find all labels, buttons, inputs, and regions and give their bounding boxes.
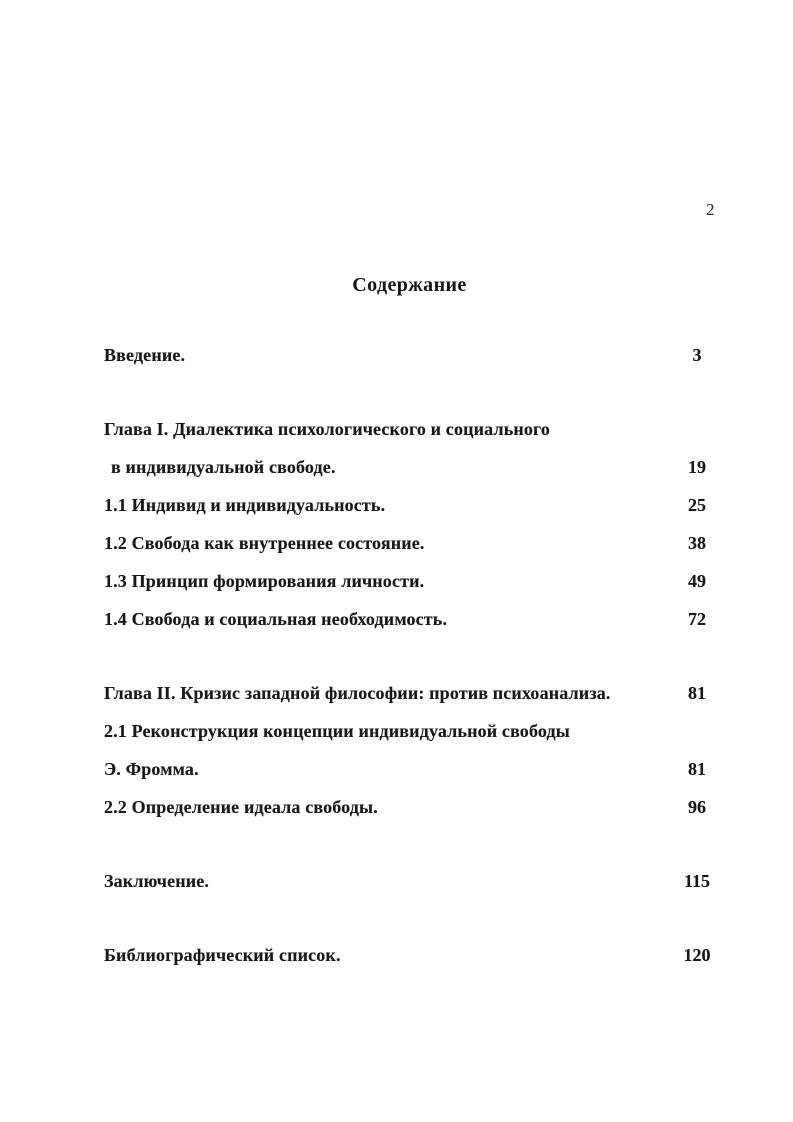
toc-entry xyxy=(104,862,715,900)
toc-entry-label: в индивидуальной свободе. xyxy=(111,457,336,477)
toc-entry xyxy=(104,600,715,638)
toc-entry-page-number: 49 xyxy=(688,571,706,591)
toc-entry-page-number: 120 xyxy=(683,945,711,965)
toc-entry xyxy=(104,788,715,826)
toc-entry xyxy=(104,562,715,600)
toc-entry xyxy=(104,674,715,712)
toc-entry-page-number: 115 xyxy=(683,871,710,891)
toc-entry-page-number: 3 xyxy=(692,345,702,365)
page-number: 2 xyxy=(706,200,715,219)
toc-entry-label: Введение. xyxy=(104,345,186,365)
toc-entry-label: Э. Фромма. xyxy=(104,759,199,779)
toc-entry xyxy=(104,410,715,448)
toc-entry-label: Глава II. Кризис западной философии: против психоанализа. xyxy=(104,683,611,703)
toc-entry-label: 1.1 Индивид и индивидуальность. xyxy=(104,495,386,515)
toc-entry-label: Библиографический список. xyxy=(104,945,341,965)
toc-entry-label: 2.1 Реконструкция концепции индивидуальной свободы xyxy=(104,721,570,741)
toc-entry-label: Заключение. xyxy=(104,871,210,891)
toc-entry xyxy=(104,486,715,524)
toc-entry-label: 1.3 Принцип формирования личности. xyxy=(104,571,425,591)
toc-entry-page-number: 72 xyxy=(688,609,706,629)
toc-entry-page-number: 38 xyxy=(688,533,706,553)
toc-entry-label: 1.2 Свобода как внутреннее состояние. xyxy=(104,533,425,553)
toc-title: Содержание xyxy=(352,274,467,297)
toc-entry xyxy=(104,524,715,562)
toc-entry xyxy=(104,750,715,788)
toc-entry xyxy=(104,336,715,374)
toc-list xyxy=(104,336,715,974)
toc-entry-page-number: 81 xyxy=(688,683,706,703)
toc-entry-label: 2.2 Определение идеала свободы. xyxy=(104,797,378,817)
toc-entry-page-number: 81 xyxy=(688,759,706,779)
toc-entry-page-number: 96 xyxy=(688,797,706,817)
toc-entry xyxy=(104,712,715,750)
toc-entry-page-number: 19 xyxy=(688,457,706,477)
toc-entry xyxy=(104,448,715,486)
toc-entry xyxy=(104,936,715,974)
toc-entry-label: 1.4 Свобода и социальная необходимость. xyxy=(104,609,448,629)
toc-entry-label: Глава I. Диалектика психологического и социального xyxy=(104,419,551,439)
toc-entry-page-number: 25 xyxy=(688,495,706,515)
